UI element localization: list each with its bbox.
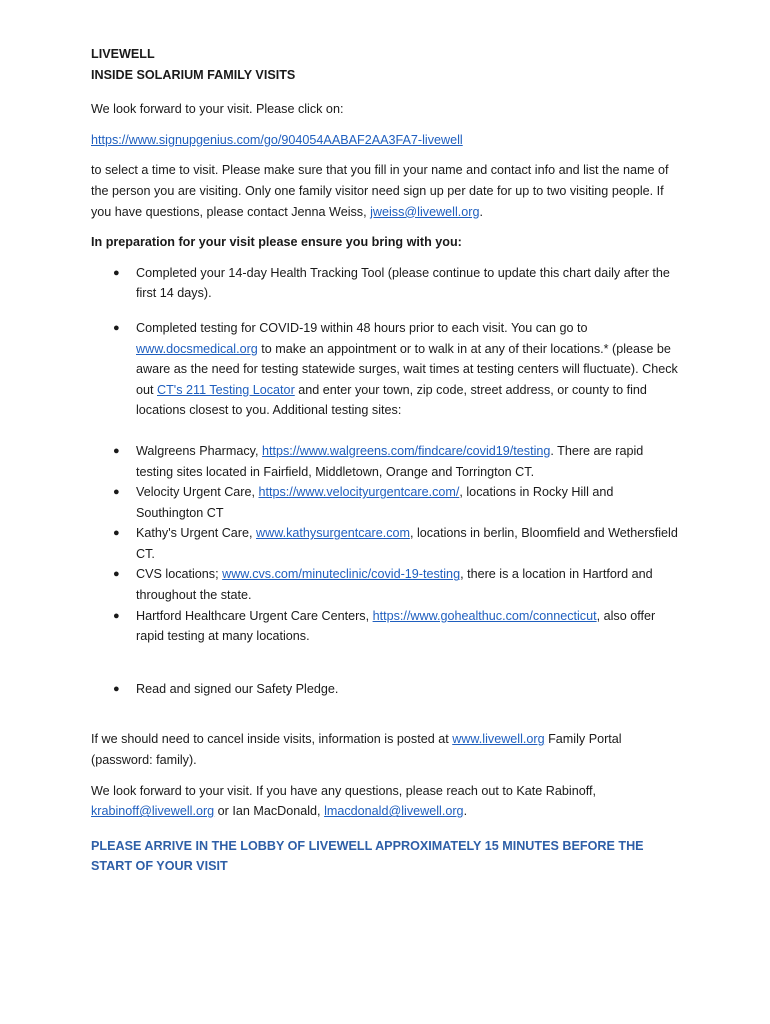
cancel-paragraph: If we should need to cancel inside visits, information is posted at www.livewell.org Family Portal (password: family).: [91, 732, 622, 768]
livewell-link[interactable]: www.livewell.org: [452, 732, 545, 747]
org-name: LIVEWELL: [91, 47, 155, 61]
bullet-icon: ●: [113, 609, 120, 622]
closing-paragraph: We look forward to your visit. If you have any questions, please reach out to Kate Rabinoff, krabinoff@livewell.org or Ian MacDonald, lmacdonald@livewell.org.: [91, 783, 596, 819]
page-title: INSIDE SOLARIUM FAMILY VISITS: [91, 67, 296, 82]
bullet-icon: ●: [113, 568, 120, 581]
list-item: ● Completed testing for COVID-19 within 48 hours prior to each visit. You can go to www.docsmedical.org to make an appointment or to walk in at any of their locations.* (please be aware as the need for testing statewide surges, wait times at testing centers will fluctuate). Check out CT's 211 Testing Locator and enter your town, zip code, street address, or county to find locations closest to you. Additional testing sites:: [91, 318, 681, 421]
bullet-icon: ●: [113, 321, 120, 334]
bullet-icon: ●: [113, 266, 120, 279]
arrival-notice: PLEASE ARRIVE IN THE LOBBY OF LIVEWELL APPROXIMATELY 15 MINUTES BEFORE THE START OF YOUR VISIT: [91, 838, 644, 874]
bullet-icon: ●: [113, 444, 120, 457]
docsmedical-link[interactable]: www.docsmedical.org: [136, 341, 258, 356]
list-item: ● Completed your 14-day Health Tracking Tool (please continue to update this chart daily after the first 14 days).: [91, 263, 681, 304]
cvs-link[interactable]: www.cvs.com/minuteclinic/covid-19-testing: [222, 567, 461, 582]
gohealth-link[interactable]: https://www.gohealthuc.com/connecticut: [372, 608, 597, 623]
bullet-icon: ●: [113, 682, 120, 695]
walgreens-link[interactable]: https://www.walgreens.com/findcare/covid19/testing: [261, 443, 551, 458]
bullet-icon: ●: [113, 486, 120, 499]
list-item: ● CVS locations; www.cvs.com/minuteclinic/covid-19-testing, there is a location in Hartford and throughout the state.: [91, 564, 681, 605]
kathys-link[interactable]: www.kathysurgentcare.com: [256, 526, 410, 541]
list-item: ● Kathy's Urgent Care, www.kathysurgentcare.com, locations in berlin, Bloomfield and Wethersfield CT.: [91, 523, 681, 564]
instructions-paragraph: to select a time to visit. Please make sure that you fill in your name and contact info and list the name of the person you are visiting. Only one family visitor need sign up per date for up to two visiting people. If you have questions, please contact Jenna Weiss, jweiss@livewell.org.: [91, 163, 669, 219]
intro-text: We look forward to your visit. Please click on:: [91, 102, 344, 117]
testing-locator-link[interactable]: CT's 211 Testing Locator: [157, 382, 295, 397]
document-header: [91, 44, 681, 85]
krabinoff-email-link[interactable]: krabinoff@livewell.org: [91, 804, 215, 819]
instructions-text: to select a time to visit. Please make sure that you fill in your name and contact info and list the name of the person you are visiting. Only one family visitor need sign up per date for up to two visiting people. If you have questions, please contact Jenna Weiss,: [91, 163, 669, 219]
lmacdonald-email-link[interactable]: lmacdonald@livewell.org: [324, 804, 464, 819]
signup-paragraph: [91, 130, 681, 151]
testing-sites-list: [91, 441, 681, 647]
preparation-list: [91, 263, 681, 421]
list-item: ● Velocity Urgent Care, https://www.velocityurgentcare.com/, locations in Rocky Hill and Southington CT: [91, 482, 681, 523]
preparation-heading: In preparation for your visit please ensure you bring with you:: [91, 235, 462, 250]
contact-email-link[interactable]: jweiss@livewell.org: [370, 204, 480, 219]
bullet-icon: ●: [113, 527, 120, 540]
document-page: [91, 44, 681, 877]
signup-link[interactable]: https://www.signupgenius.com/go/904054AABAF2AA3FA7-livewell: [91, 132, 463, 147]
list-item: ● Walgreens Pharmacy, https://www.walgreens.com/findcare/covid19/testing. There are rapid testing sites located in Fairfield, Middletown, Orange and Torrington CT.: [91, 441, 681, 482]
velocity-link[interactable]: https://www.velocityurgentcare.com/: [258, 485, 460, 500]
list-item: ● Hartford Healthcare Urgent Care Centers, https://www.gohealthuc.com/connecticut, also offer rapid testing at many locations.: [91, 606, 681, 647]
pledge-list: [91, 679, 681, 700]
list-item: ● Read and signed our Safety Pledge.: [91, 679, 681, 700]
